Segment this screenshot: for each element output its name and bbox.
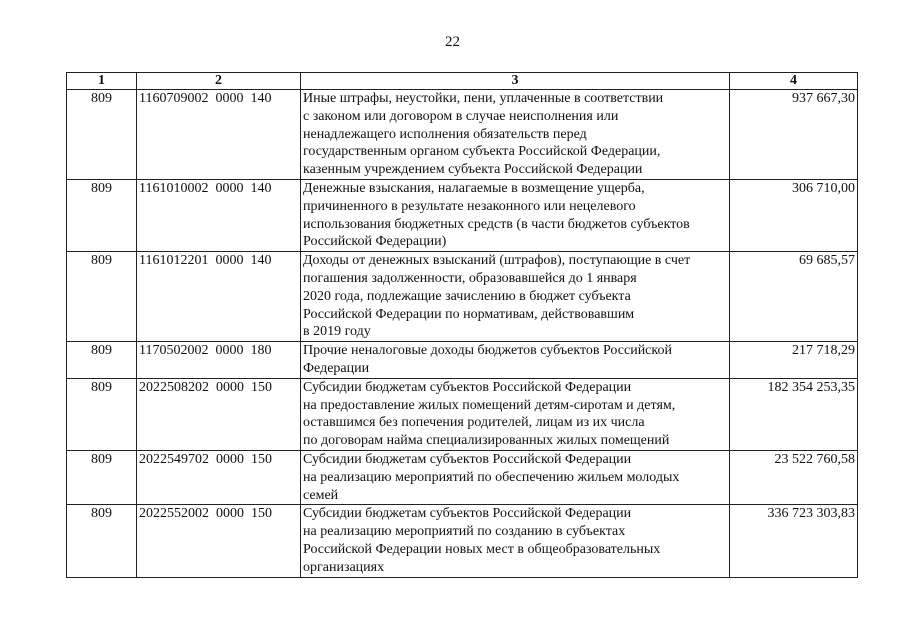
column-header-3: 3 — [301, 73, 730, 90]
description-line: Субсидии бюджетам субъектов Российской Федерации — [303, 506, 632, 522]
description-line: оставшимся без попечения родителей, лицам из их числа — [303, 415, 645, 431]
classification-code-cell: 1161010002 0000 140 — [137, 179, 301, 251]
admin-code-cell: 809 — [67, 179, 137, 251]
page-number: 22 — [445, 34, 460, 50]
description-line: по договорам найма специализированных жилых помещений — [303, 433, 670, 449]
column-header-1: 1 — [67, 73, 137, 90]
table-row — [67, 450, 858, 504]
description-line: причиненного в результате незаконного или нецелевого — [303, 198, 636, 214]
description-cell — [301, 505, 730, 577]
description-line: в 2019 году — [303, 324, 371, 340]
table-row — [67, 90, 858, 180]
description-line: Доходы от денежных взысканий (штрафов), поступающие в счет — [303, 253, 691, 269]
description-line: казенным учреждением субъекта Российской Федерации — [303, 162, 643, 178]
description-line: Российской Федерации новых мест в общеобразовательных — [303, 541, 661, 557]
classification-code-cell: 1161012201 0000 140 — [137, 252, 301, 342]
amount-cell: 336 723 303,83 — [730, 505, 858, 577]
amount-cell: 182 354 253,35 — [730, 378, 858, 450]
description-line: погашения задолженности, образовавшейся до 1 января — [303, 270, 637, 286]
table-row — [67, 342, 858, 379]
admin-code-cell: 809 — [67, 450, 137, 504]
amount-cell: 217 718,29 — [730, 342, 858, 379]
description-line: Иные штрафы, неустойки, пени, уплаченные в соответствии — [303, 91, 664, 106]
revenue-table — [66, 72, 858, 578]
description-line: Субсидии бюджетам субъектов Российской Федерации — [303, 379, 632, 395]
amount-cell: 23 522 760,58 — [730, 450, 858, 504]
table-row — [67, 505, 858, 577]
admin-code-cell: 809 — [67, 90, 137, 180]
table-row — [67, 179, 858, 251]
classification-code-cell: 2022508202 0000 150 — [137, 378, 301, 450]
description-line: государственным органом субъекта Российской Федерации, — [303, 144, 661, 160]
table-row — [67, 252, 858, 342]
description-line: использования бюджетных средств (в части бюджетов субъектов — [303, 216, 690, 232]
description-line: Федерации — [303, 360, 370, 376]
amount-cell: 306 710,00 — [730, 179, 858, 251]
table-row — [67, 378, 858, 450]
description-line: Российской Федерации) — [303, 234, 447, 250]
description-line: на предоставление жилых помещений детям-сиротам и детям, — [303, 397, 676, 413]
description-line: семей — [303, 487, 339, 503]
admin-code-cell: 809 — [67, 342, 137, 379]
description-line: на реализацию мероприятий по обеспечению жильем молодых — [303, 469, 680, 485]
admin-code-cell: 809 — [67, 252, 137, 342]
description-line: организациях — [303, 559, 385, 575]
description-line: ненадлежащего исполнения обязательств перед — [303, 126, 587, 142]
classification-code-cell: 1170502002 0000 180 — [137, 342, 301, 379]
description-cell — [301, 90, 730, 180]
description-line: Денежные взыскания, налагаемые в возмещение ущерба, — [303, 180, 645, 196]
description-line: Субсидии бюджетам субъектов Российской Федерации — [303, 451, 632, 467]
admin-code-cell: 809 — [67, 378, 137, 450]
description-cell — [301, 252, 730, 342]
description-line: 2020 года, подлежащие зачислению в бюджет субъекта — [303, 288, 631, 304]
description-line: на реализацию мероприятий по созданию в субъектах — [303, 524, 626, 540]
description-cell — [301, 342, 730, 379]
description-cell — [301, 450, 730, 504]
column-header-2: 2 — [137, 73, 301, 90]
description-cell — [301, 179, 730, 251]
classification-code-cell: 2022549702 0000 150 — [137, 450, 301, 504]
classification-code-cell: 2022552002 0000 150 — [137, 505, 301, 577]
table-header-row — [67, 73, 858, 90]
description-line: Прочие неналоговые доходы бюджетов субъектов Российской — [303, 343, 672, 359]
amount-cell: 69 685,57 — [730, 252, 858, 342]
amount-cell: 937 667,30 — [730, 90, 858, 180]
column-header-4: 4 — [730, 73, 858, 90]
description-line: с законом или договором в случае неисполнения или — [303, 108, 619, 124]
admin-code-cell: 809 — [67, 505, 137, 577]
description-line: Российской Федерации по нормативам, действовавшим — [303, 306, 635, 322]
description-cell — [301, 378, 730, 450]
classification-code-cell: 1160709002 0000 140 — [137, 90, 301, 180]
